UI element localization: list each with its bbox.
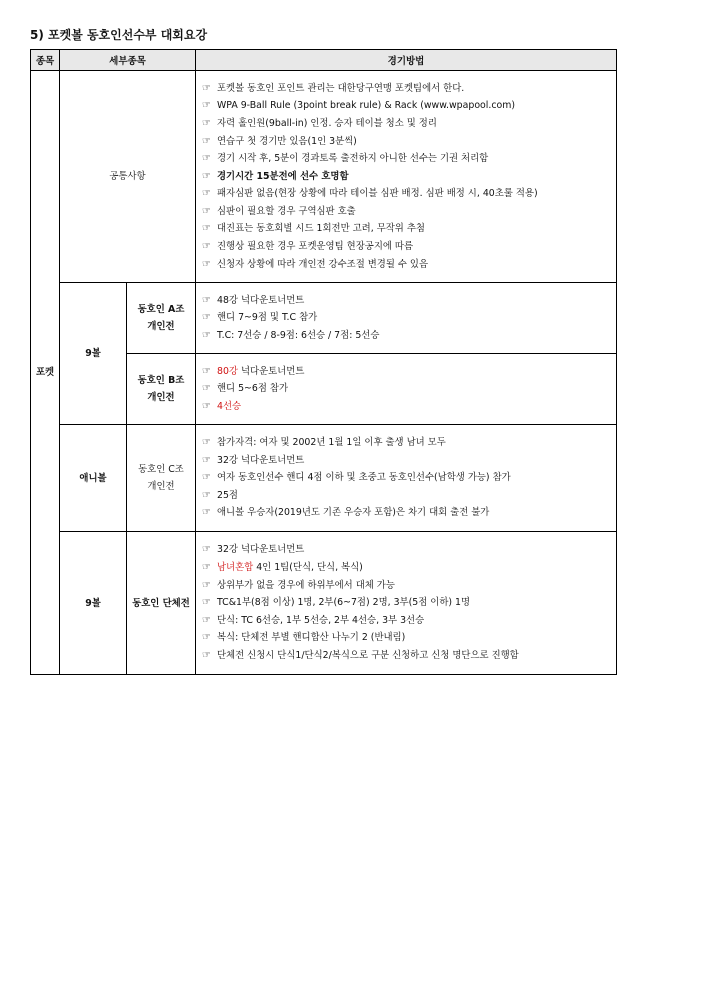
pointing-hand-icon: ☞ — [202, 241, 211, 253]
list-item: ☞ T.C: 7선승 / 8-9점: 6선승 / 7점: 5선승 — [202, 327, 616, 345]
list-item: ☞ 진행상 필요한 경우 포켓운영팀 현장공지에 따름 — [202, 238, 616, 256]
team-label: 동호인 단체전 — [127, 532, 196, 675]
list-item: ☞ 상위부가 없을 경우에 하위부에서 대체 가능 — [202, 577, 616, 595]
list-item: ☞ 32강 넉다운토너먼트 — [202, 541, 616, 559]
team-items — [196, 532, 617, 675]
list-item: ☞ 대진표는 동호회별 시드 1회전만 고려, 무작위 추첨 — [202, 220, 616, 238]
list-item: ☞ 연습구 첫 경기만 있음(1인 3분씩) — [202, 133, 616, 151]
pointing-hand-icon: ☞ — [202, 614, 211, 626]
pointing-hand-icon: ☞ — [202, 579, 211, 591]
list-item: ☞ 심판이 필요할 경우 구역심판 호출 — [202, 203, 616, 221]
list-item: ☞ 여자 동호인선수 핸디 4점 이하 및 초중고 동호인선수(남학생 가능) 참가 — [202, 469, 616, 487]
pointing-hand-icon: ☞ — [202, 437, 211, 449]
rules-table — [30, 49, 617, 675]
pointing-hand-icon: ☞ — [202, 383, 211, 395]
common-items — [196, 71, 617, 283]
pointing-hand-icon: ☞ — [202, 312, 211, 324]
pointing-hand-icon: ☞ — [202, 507, 211, 519]
pointing-hand-icon: ☞ — [202, 562, 211, 574]
anyball-label: 애니볼 — [60, 425, 127, 532]
pointing-hand-icon: ☞ — [202, 188, 211, 200]
pointing-hand-icon: ☞ — [202, 489, 211, 501]
pointing-hand-icon: ☞ — [202, 329, 211, 341]
nine-ball-label: 9볼 — [60, 283, 127, 425]
header-method: 경기방법 — [196, 50, 617, 71]
group-a-row — [31, 283, 617, 354]
common-row — [31, 71, 617, 283]
group-c-items — [196, 425, 617, 532]
pointing-hand-icon: ☞ — [202, 294, 211, 306]
pointing-hand-icon: ☞ — [202, 82, 211, 94]
list-item: ☞ 단식: TC 6선승, 1부 5선승, 2부 4선승, 3부 3선승 — [202, 612, 616, 630]
list-item: ☞ 애니볼 우승자(2019년도 기존 우승자 포함)은 차기 대회 출전 불가 — [202, 504, 616, 522]
header-sub-event: 세부종목 — [60, 50, 196, 71]
group-a-label: 동호인 A조 개인전 — [127, 283, 196, 354]
pointing-hand-icon: ☞ — [202, 170, 211, 182]
list-item: ☞ 참가자격: 여자 및 2002년 1월 1일 이후 출생 남녀 모두 — [202, 434, 616, 452]
list-item: ☞ 복식: 단체전 부별 핸디합산 나누기 2 (반내림) — [202, 629, 616, 647]
pointing-hand-icon: ☞ — [202, 649, 211, 661]
list-item: ☞ 포켓볼 동호인 포인트 관리는 대한당구연맹 포켓팀에서 한다. — [202, 80, 616, 98]
list-item: ☞ 남녀혼합 4인 1팀(단식, 단식, 복식) — [202, 559, 616, 577]
group-b-items — [196, 354, 617, 425]
header-sport: 종목 — [31, 50, 60, 71]
pointing-hand-icon: ☞ — [202, 632, 211, 644]
list-item: ☞ 핸디 5~6점 참가 — [202, 380, 616, 398]
pointing-hand-icon: ☞ — [202, 135, 211, 147]
list-item: ☞ 신청자 상황에 따라 개인전 강수조절 변경될 수 있음 — [202, 256, 616, 274]
list-item: ☞ 48강 넉다운토너먼트 — [202, 292, 616, 310]
group-c-label: 동호인 C조 개인전 — [127, 425, 196, 532]
pointing-hand-icon: ☞ — [202, 258, 211, 270]
common-label: 공통사항 — [60, 71, 196, 283]
pointing-hand-icon: ☞ — [202, 365, 211, 377]
pointing-hand-icon: ☞ — [202, 454, 211, 466]
pointing-hand-icon: ☞ — [202, 223, 211, 235]
pointing-hand-icon: ☞ — [202, 472, 211, 484]
team-nine-ball-label: 9볼 — [60, 532, 127, 675]
list-item: ☞ 80강 넉다운토너먼트 — [202, 363, 616, 381]
pointing-hand-icon: ☞ — [202, 205, 211, 217]
team-row — [31, 532, 617, 675]
group-a-items — [196, 283, 617, 354]
list-item: ☞ 단체전 신청시 단식1/단식2/복식으로 구분 신청하고 신청 명단으로 진행함 — [202, 647, 616, 665]
table-header-row — [31, 50, 617, 71]
list-item: ☞ 25점 — [202, 487, 616, 505]
pointing-hand-icon: ☞ — [202, 100, 211, 112]
list-item: ☞ 패자심판 없음(현장 상황에 따라 테이블 심판 배정. 심판 배정 시, 40초룰 적용) — [202, 185, 616, 203]
list-item: ☞ 경기 시작 후, 5분이 경과토록 출전하지 아니한 선수는 기권 처리함 — [202, 150, 616, 168]
list-item: ☞ TC&1부(8점 이상) 1명, 2부(6~7점) 2명, 3부(5점 이하) 1명 — [202, 594, 616, 612]
list-item: ☞ 핸디 7~9점 및 T.C 참가 — [202, 309, 616, 327]
pointing-hand-icon: ☞ — [202, 400, 211, 412]
list-item: ☞ 경기시간 15분전에 선수 호명함 — [202, 168, 616, 186]
list-item: ☞ WPA 9-Ball Rule (3point break rule) & Rack (www.wpapool.com) — [202, 97, 616, 115]
pointing-hand-icon: ☞ — [202, 153, 211, 165]
sport-cell: 포켓 — [31, 71, 60, 675]
list-item: ☞ 32강 넉다운토너먼트 — [202, 452, 616, 470]
list-item: ☞ 자력 홀인원(9ball-in) 인정. 승자 테이블 청소 및 정리 — [202, 115, 616, 133]
pointing-hand-icon: ☞ — [202, 117, 211, 129]
pointing-hand-icon: ☞ — [202, 544, 211, 556]
group-b-label: 동호인 B조 개인전 — [127, 354, 196, 425]
group-c-row — [31, 425, 617, 532]
document-title: 5) 포켓볼 동호인선수부 대회요강 — [30, 28, 208, 42]
list-item: ☞ 4선승 — [202, 398, 616, 416]
pointing-hand-icon: ☞ — [202, 597, 211, 609]
